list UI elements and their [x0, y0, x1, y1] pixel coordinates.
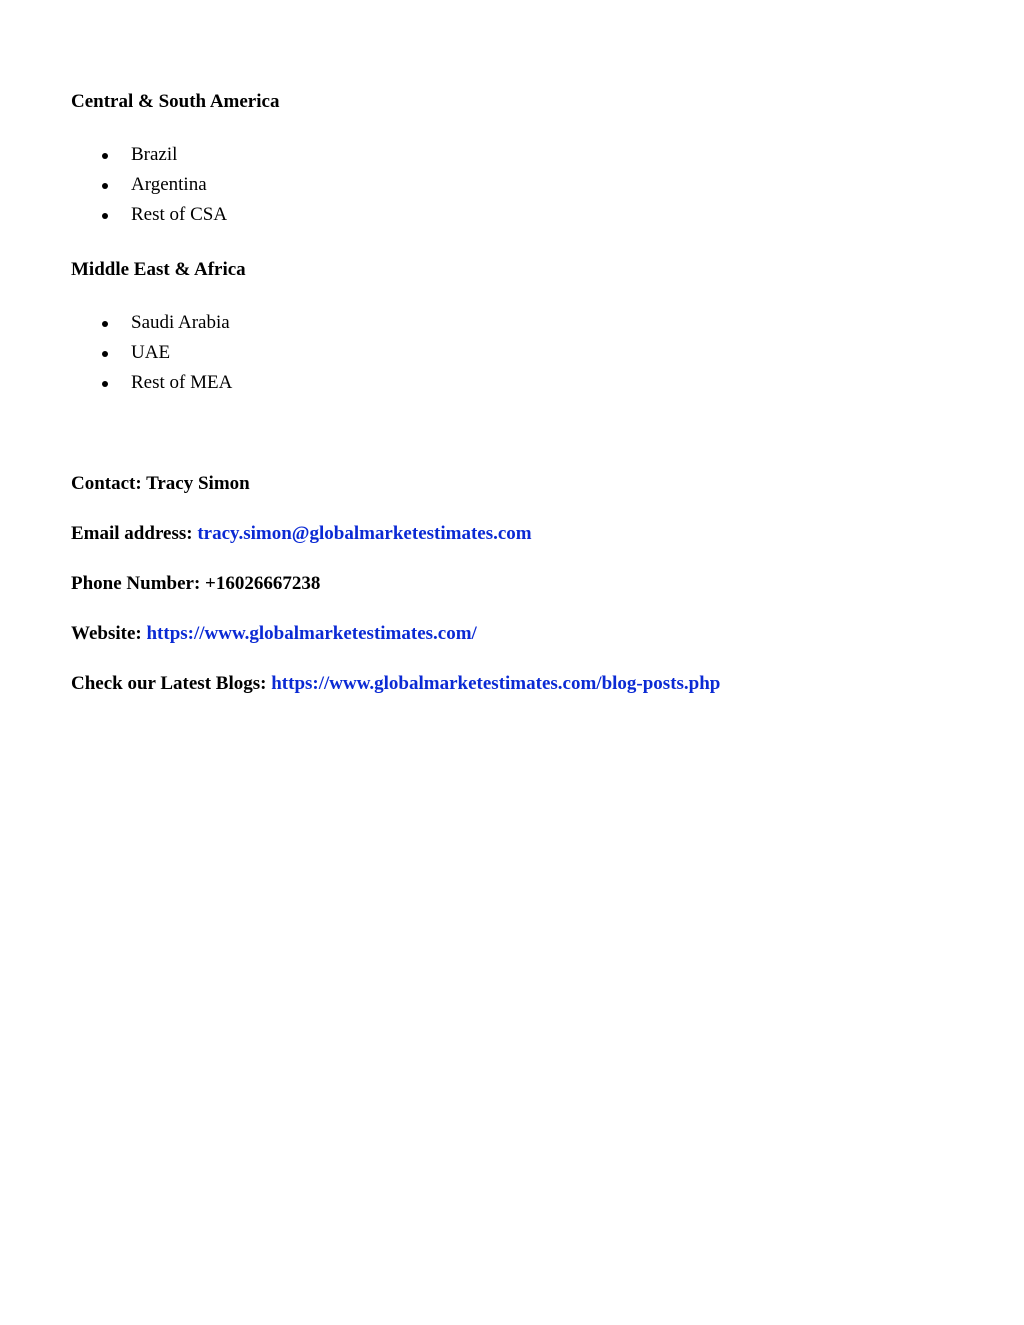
- email-label: Email address:: [71, 523, 198, 544]
- website-line: [71, 623, 477, 645]
- phone-number: Phone Number: +16026667238: [71, 573, 321, 594]
- bullet-icon: [102, 351, 108, 357]
- email-link[interactable]: tracy.simon@globalmarketestimates.com: [197, 523, 532, 544]
- blog-label: Check our Latest Blogs:: [71, 673, 272, 694]
- blog-line: [71, 673, 720, 695]
- list-item-label: Brazil: [131, 144, 178, 165]
- email-line: [71, 523, 532, 545]
- bullet-icon: [102, 321, 108, 327]
- contact-name: Contact: Tracy Simon: [71, 473, 250, 494]
- bullet-icon: [102, 183, 108, 189]
- list-item-label: Rest of MEA: [131, 372, 233, 393]
- blog-link[interactable]: https://www.globalmarketestimates.com/blog-posts.php: [271, 673, 721, 694]
- bullet-icon: [102, 381, 108, 387]
- website-label: Website:: [71, 623, 147, 644]
- section-heading-csa: Central & South America: [71, 91, 280, 112]
- list-item-label: Argentina: [131, 174, 207, 195]
- list-item-label: Saudi Arabia: [131, 312, 230, 333]
- bullet-icon: [102, 153, 108, 159]
- list-item-label: Rest of CSA: [131, 204, 228, 225]
- bullet-icon: [102, 213, 108, 219]
- list-item-label: UAE: [131, 342, 171, 363]
- website-link[interactable]: https://www.globalmarketestimates.com/: [146, 623, 477, 644]
- section-heading-mea: Middle East & Africa: [71, 259, 246, 280]
